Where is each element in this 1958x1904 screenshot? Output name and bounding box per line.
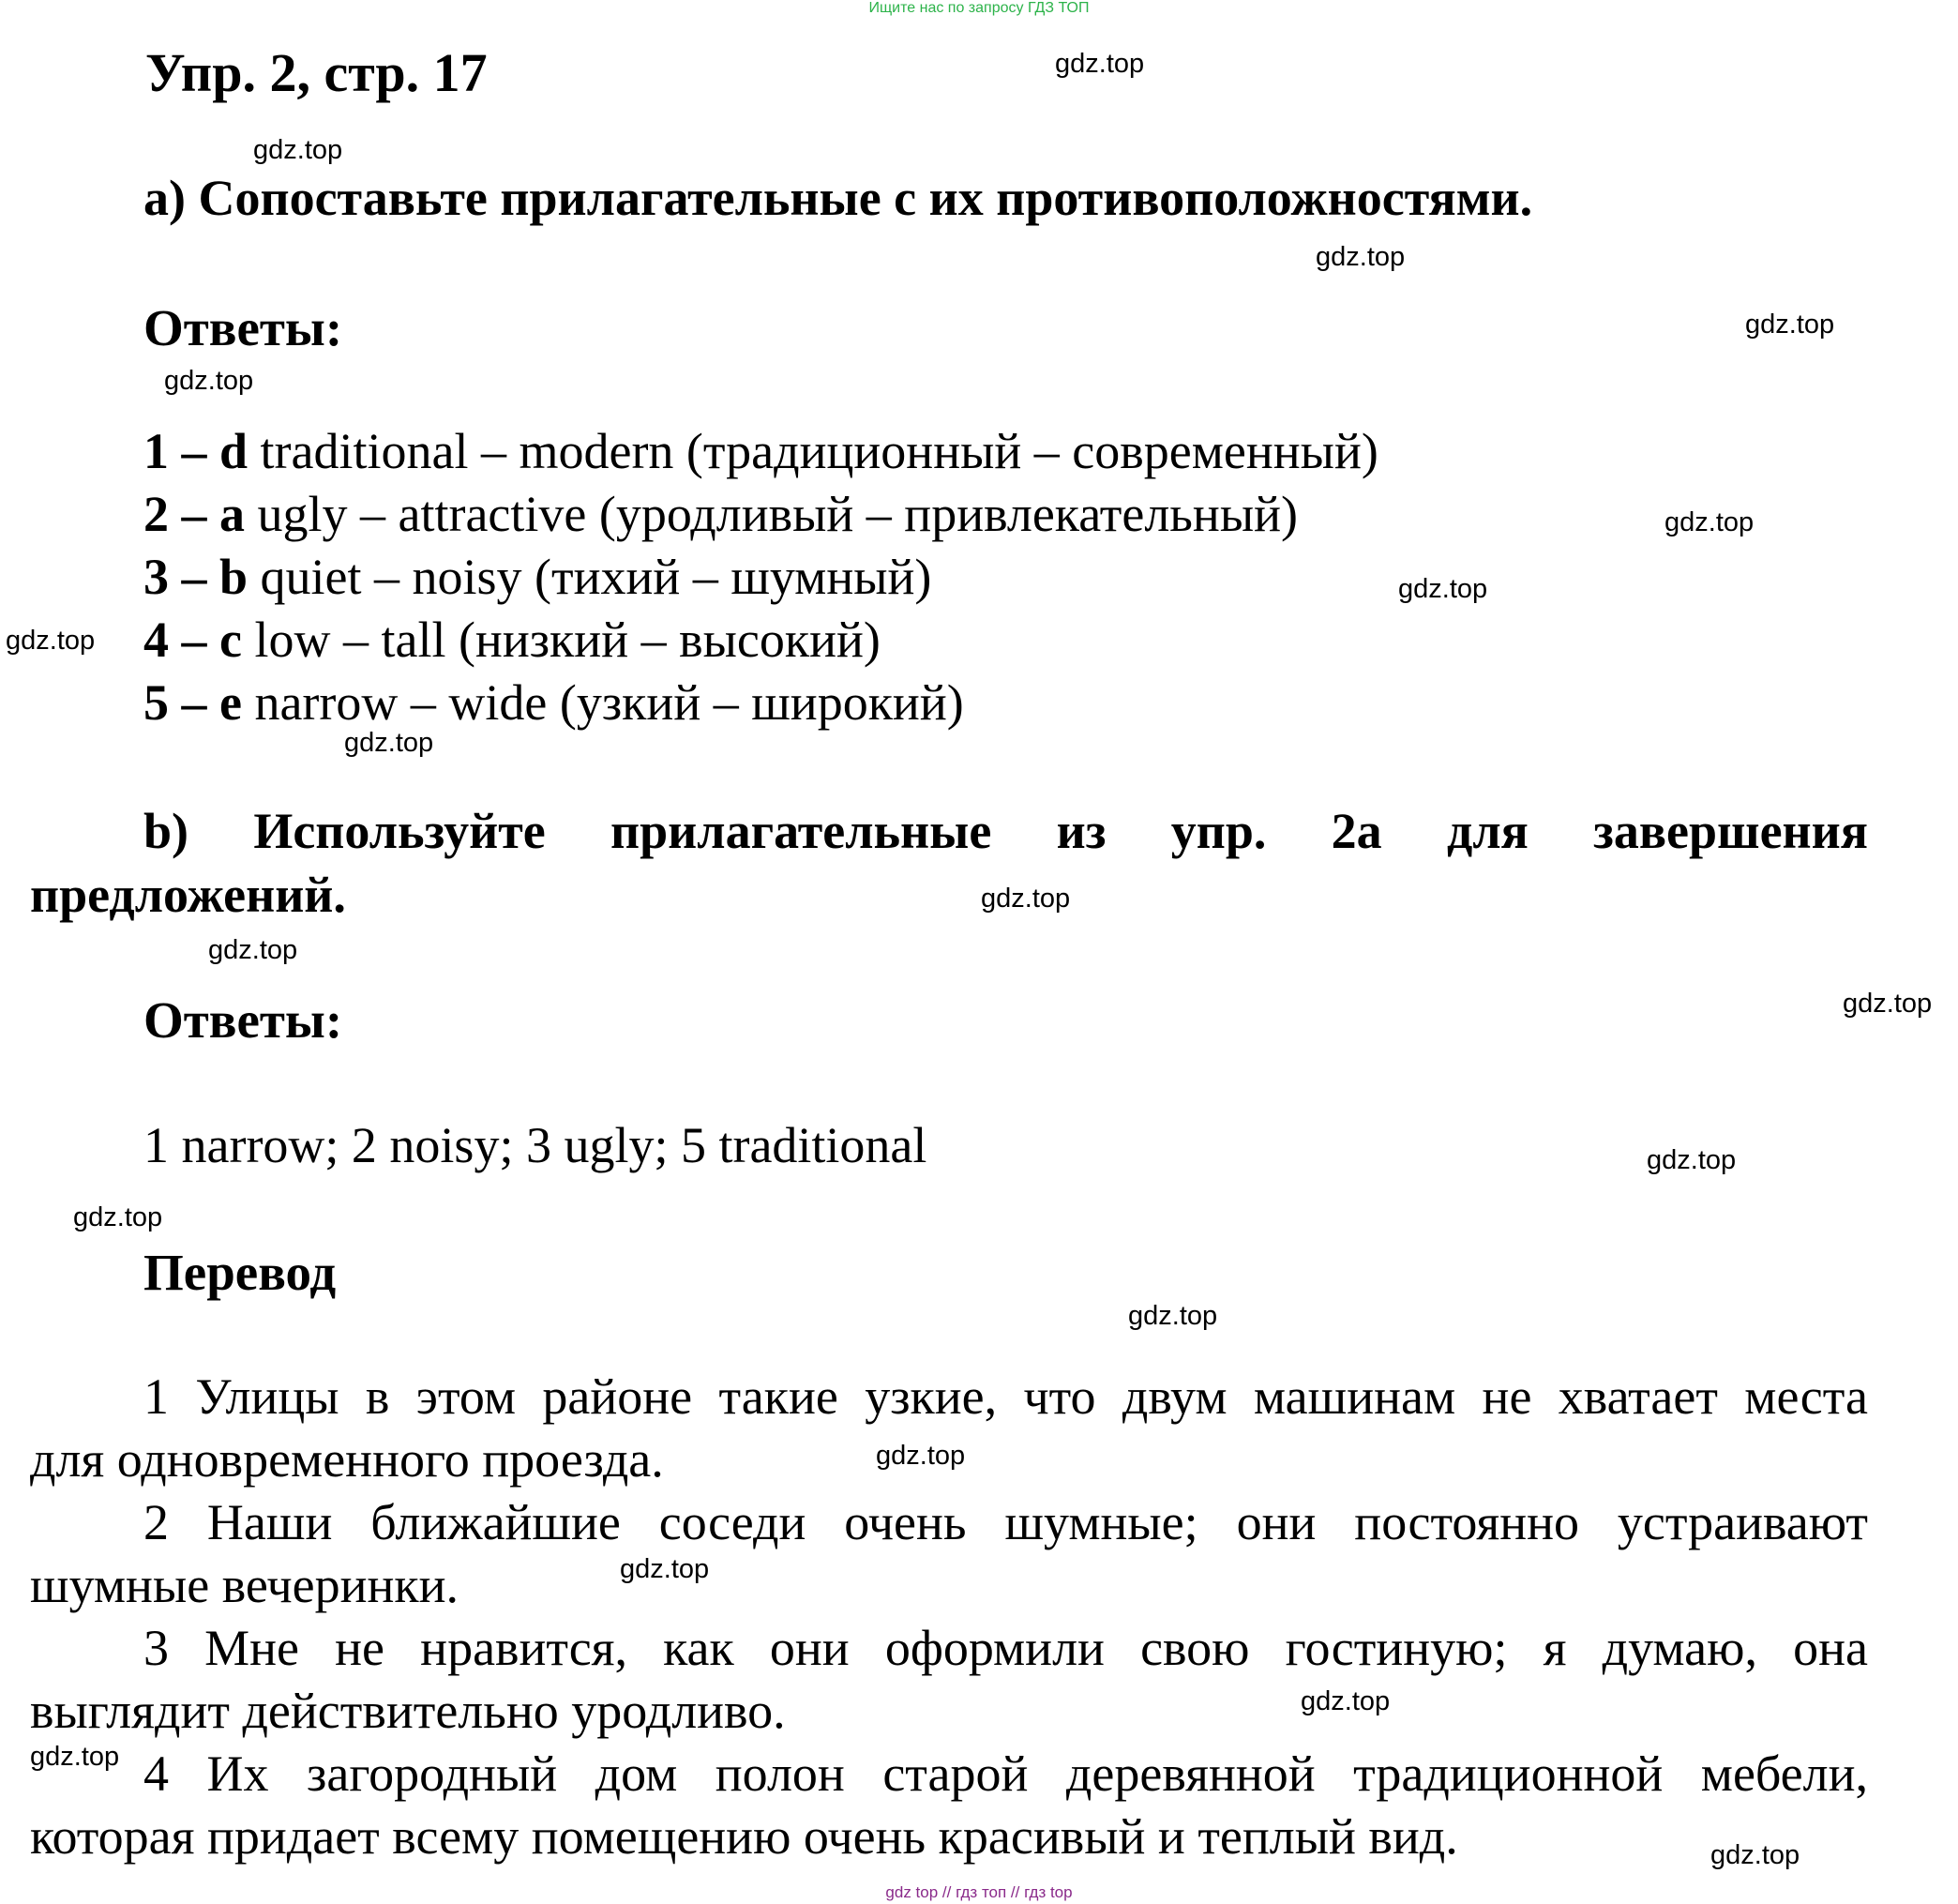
watermark: gdz.top xyxy=(981,884,1071,914)
task-b-line1: b) Используйте прилагательные из упр. 2a для завершения xyxy=(143,803,1868,859)
watermark: gdz.top xyxy=(30,1742,120,1772)
answers-label-b: Ответы: xyxy=(143,991,343,1049)
translation-paragraph xyxy=(30,1617,1868,1743)
translation-paragraph xyxy=(30,1366,1868,1491)
watermark: gdz.top xyxy=(1843,989,1933,1019)
translation-line: для одновременного проезда. xyxy=(30,1431,664,1488)
watermark: gdz.top xyxy=(73,1202,163,1232)
match-line xyxy=(143,546,931,608)
task-a-heading: a) Сопоставьте прилагательные с их противоположностями. xyxy=(143,170,1533,226)
translation-label: Перевод xyxy=(143,1244,337,1301)
task-b-line2: предложений. xyxy=(30,867,346,923)
top-banner: Ищите нас по запросу ГДЗ ТОП xyxy=(868,0,1090,16)
answers-b: 1 narrow; 2 noisy; 3 ugly; 5 traditional xyxy=(143,1117,927,1173)
translation-line: которая придает всему помещению очень красивый и теплый вид. xyxy=(30,1808,1458,1865)
match-line xyxy=(143,483,1298,545)
translation-paragraph xyxy=(30,1743,1868,1868)
watermark: gdz.top xyxy=(620,1554,710,1584)
translation-line: 4 Их загородный дом полон старой деревянной традиционной мебели, xyxy=(143,1745,1868,1802)
translation-line: 1 Улицы в этом районе такие узкие, что двум машинам не хватает места xyxy=(143,1368,1868,1425)
translation-line: шумные вечеринки. xyxy=(30,1557,459,1613)
translation-line: 2 Наши ближайшие соседи очень шумные; они постоянно устраивают xyxy=(143,1494,1868,1550)
match-text: quiet – noisy (тихий – шумный) xyxy=(248,549,932,605)
answers-label-a: Ответы: xyxy=(143,299,343,356)
watermark: gdz.top xyxy=(1316,242,1406,272)
watermark: gdz.top xyxy=(1055,49,1145,79)
watermark: gdz.top xyxy=(1398,574,1488,604)
match-key: 5 – e xyxy=(143,674,242,731)
match-line xyxy=(143,609,881,671)
match-key: 4 – c xyxy=(143,612,242,668)
watermark: gdz.top xyxy=(208,935,298,965)
watermark: gdz.top xyxy=(1128,1301,1218,1331)
translation-line: 3 Мне не нравится, как они оформили свою гостиную; я думаю, она xyxy=(143,1620,1868,1676)
watermark: gdz.top xyxy=(344,728,434,758)
match-text: narrow – wide (узкий – широкий) xyxy=(241,674,964,731)
match-line xyxy=(143,672,964,733)
match-text: ugly – attractive (уродливый – привлекательный) xyxy=(245,486,1298,542)
match-key: 1 – d xyxy=(143,423,249,479)
watermark: gdz.top xyxy=(1745,310,1835,340)
page-title: Упр. 2, стр. 17 xyxy=(145,42,488,103)
watermark: gdz.top xyxy=(876,1441,966,1471)
footer: gdz top // гдз топ // гдз top xyxy=(885,1883,1073,1901)
match-text: low – tall (низкий – высокий) xyxy=(241,612,881,668)
watermark: gdz.top xyxy=(1301,1686,1391,1716)
watermark: gdz.top xyxy=(1710,1840,1800,1870)
watermark: gdz.top xyxy=(6,626,96,656)
watermark: gdz.top xyxy=(253,135,343,165)
watermark: gdz.top xyxy=(1664,507,1755,537)
watermark: gdz.top xyxy=(1647,1145,1737,1175)
match-key: 2 – a xyxy=(143,486,245,542)
match-text: traditional – modern (традиционный – современный) xyxy=(248,423,1378,479)
translation-paragraph xyxy=(30,1491,1868,1617)
match-line xyxy=(143,420,1378,482)
watermark: gdz.top xyxy=(164,366,254,396)
task-b-heading xyxy=(30,799,1868,927)
match-key: 3 – b xyxy=(143,549,249,605)
translation-line: выглядит действительно уродливо. xyxy=(30,1683,786,1739)
